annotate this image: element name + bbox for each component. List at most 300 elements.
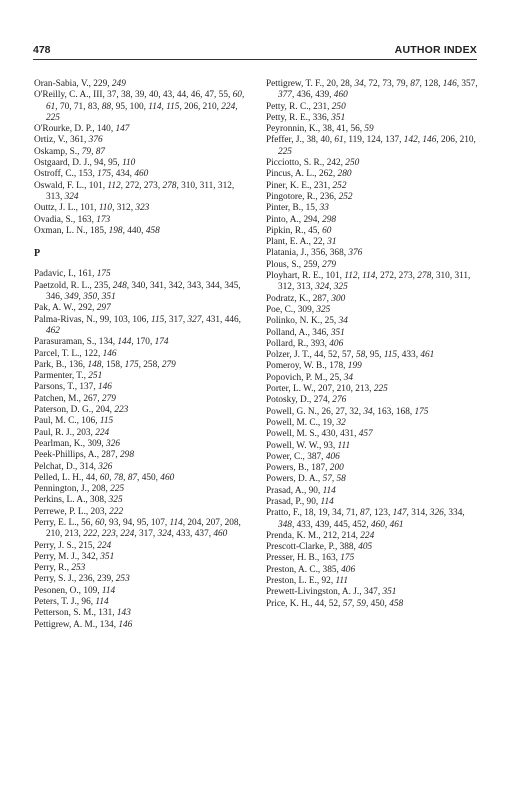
page-ref-italic: 279	[101, 393, 116, 404]
index-entry	[34, 169, 246, 180]
entry-text: Pak, A. W., 292,	[34, 303, 97, 314]
index-entry	[266, 508, 481, 531]
index-entry	[34, 315, 246, 338]
index-entry	[34, 495, 246, 506]
entry-text: Powers, D. A.,	[266, 474, 323, 485]
page-ref-italic: 279	[161, 359, 176, 370]
page-ref-italic: 349, 350, 351	[64, 292, 116, 303]
entry-text: Prasad, A., 90,	[266, 485, 323, 496]
page-ref-italic: 250	[345, 158, 360, 169]
entry-text: , 123,	[369, 508, 393, 519]
entry-text: Paul, M. C., 106,	[34, 416, 100, 427]
index-entry	[34, 181, 246, 204]
entry-text: Park, B., 136,	[34, 359, 88, 370]
entry-text: Pratto, F., 18, 19, 34, 71,	[266, 508, 361, 519]
entry-text: Plant, E. A., 22,	[266, 237, 328, 248]
entry-text: Polinko, N. K., 25,	[266, 316, 339, 327]
page-ref-italic: 300	[331, 293, 346, 304]
entry-text: , 95,	[365, 350, 384, 361]
index-entry	[34, 586, 246, 597]
page-ref-italic: 114	[101, 585, 116, 596]
entry-text: Paul, R. J., 203,	[34, 427, 96, 438]
page-ref-italic: 60, 78, 87	[99, 472, 138, 483]
page-ref-italic: 327	[187, 314, 202, 325]
index-entry	[266, 395, 481, 406]
entry-text: Powell, M. S., 430, 431,	[266, 429, 359, 440]
page-ref-italic: 88	[101, 101, 112, 112]
page-ref-italic: 351	[100, 551, 115, 562]
page-ref-italic: 376	[348, 248, 363, 259]
page-ref-italic: 325	[108, 495, 123, 506]
page-ref-italic: 146	[442, 79, 457, 89]
entry-text: , 72, 73, 79,	[363, 79, 411, 89]
index-entry	[266, 328, 481, 339]
entry-text: Piner, K. E., 231,	[266, 180, 333, 191]
entry-text: Pelled, L. H., 44,	[34, 472, 100, 483]
entry-text: Preston, L. E., 92,	[266, 576, 336, 587]
entry-text: , 128,	[419, 79, 443, 89]
entry-text: Pincus, A. L., 262,	[266, 169, 338, 180]
page-ref-italic: 250	[331, 101, 346, 112]
entry-text: , 357,	[456, 79, 478, 89]
page-ref-italic: 147	[392, 508, 407, 519]
page-ref-italic: 60	[322, 225, 332, 236]
page-ref-italic: 460, 461	[370, 519, 404, 530]
page-ref-italic: 326	[106, 438, 120, 449]
entry-text: Powell, W. W., 93,	[266, 440, 338, 451]
page-ref-italic: 175	[414, 406, 429, 417]
page-ref-italic: 224	[97, 540, 112, 551]
index-entry	[34, 552, 246, 563]
page-ref-italic: 174	[154, 337, 169, 348]
index-entry	[266, 260, 481, 271]
entry-text: Porter, L. W., 207, 210, 213,	[266, 384, 374, 395]
index-entry	[266, 384, 481, 395]
entry-text: Petty, R. E., 336,	[266, 112, 332, 123]
index-entry	[266, 79, 481, 102]
page-ref-italic: 276	[332, 395, 347, 406]
page-ref-italic: 325	[316, 304, 331, 315]
index-entry	[34, 269, 246, 280]
index-entry	[266, 203, 481, 214]
index-entry	[34, 563, 246, 574]
index-entry	[34, 158, 246, 169]
index-entry	[34, 462, 246, 473]
page-ref-italic: 33	[319, 203, 329, 214]
page-ref-italic: 112	[107, 180, 121, 191]
index-entry	[266, 418, 481, 429]
page-ref-italic: 323	[135, 203, 150, 214]
entry-text: , 436, 439,	[291, 90, 334, 101]
index-entry	[34, 79, 246, 90]
index-entry	[266, 576, 481, 587]
entry-text: Ovadia, S., 163,	[34, 214, 97, 225]
page-ref-italic: 326	[98, 461, 113, 472]
index-entry	[266, 361, 481, 372]
entry-text: Peek-Phillips, A., 287,	[34, 450, 121, 461]
index-entry	[34, 473, 246, 484]
page-ref-italic: 59	[364, 124, 374, 135]
entry-text: , 450,	[365, 598, 390, 609]
entry-text: , 163, 168,	[372, 406, 415, 417]
entry-text: Pfeffer, J., 38, 40,	[266, 135, 335, 146]
index-entry	[34, 507, 246, 518]
index-entry	[266, 158, 481, 169]
entry-text: Peyronnin, K., 38, 41, 56,	[266, 124, 365, 135]
page-ref-italic: 34	[363, 406, 373, 417]
page-ref-italic: 222	[109, 506, 124, 517]
entry-text: Perry, M. J., 342,	[34, 551, 101, 562]
index-entry	[34, 371, 246, 382]
page-ref-italic: 200	[329, 463, 344, 474]
index-entry	[34, 608, 246, 619]
index-entry	[34, 405, 246, 416]
page-header	[33, 44, 477, 60]
page-ref-italic: 32	[336, 417, 346, 428]
index-entry	[266, 350, 481, 361]
page-ref-italic: 224, 225	[46, 101, 238, 123]
index-entry	[34, 382, 246, 393]
entries-o-group	[34, 79, 246, 237]
index-entry	[34, 484, 246, 495]
entry-text: Parasuraman, S., 134,	[34, 337, 118, 348]
page-ref-italic: 377	[278, 90, 292, 101]
index-entry	[266, 599, 481, 610]
page-ref-italic: 110	[122, 158, 136, 169]
page-ref-italic: 111	[337, 440, 351, 451]
entry-text: , 434,	[111, 169, 135, 180]
page-ref-italic: 351	[331, 112, 346, 123]
index-entry	[34, 428, 246, 439]
entry-text: Pearlman, K., 309,	[34, 438, 107, 449]
page-ref-italic: 175	[97, 169, 112, 180]
page-ref-italic: 460	[134, 169, 149, 180]
page-ref-italic: 175	[96, 269, 111, 280]
page-ref-italic: 298	[322, 214, 337, 225]
entry-text: , 158,	[101, 359, 125, 370]
entry-text: , 258,	[138, 359, 162, 370]
index-entry	[266, 474, 481, 485]
page-ref-italic: 115	[383, 350, 398, 361]
entry-text: Power, C., 387,	[266, 451, 326, 462]
entry-text: Pinto, A., 294,	[266, 214, 323, 225]
page-ref-italic: 114	[169, 517, 183, 528]
index-column-left	[34, 79, 246, 631]
entry-text: Parcel, T. L., 122,	[34, 348, 103, 359]
entry-text: , 314,	[406, 508, 430, 519]
page-ref-italic: 114	[95, 597, 109, 608]
page-ref-italic: 297	[96, 303, 111, 314]
page-ref-italic: 406	[325, 451, 340, 462]
index-entry	[34, 147, 246, 158]
index-entry	[266, 542, 481, 553]
entry-text: Paetzold, R. L., 235,	[34, 280, 113, 291]
entry-text: Pettigrew, T. F., 20, 28,	[266, 79, 355, 89]
index-entry	[266, 248, 481, 259]
page-ref-italic: 79, 87	[81, 146, 106, 157]
page-ref-italic: 406	[329, 338, 344, 349]
page-ref-italic: 175	[124, 359, 139, 370]
entry-text: , 206, 210,	[436, 135, 476, 146]
page-ref-italic: 87	[360, 508, 370, 519]
entry-text: , 272, 273,	[375, 271, 418, 282]
page-ref-italic: 110	[98, 203, 113, 214]
entry-text: Oswald, F. L., 101,	[34, 180, 108, 191]
entry-text: Pelchat, D., 314,	[34, 461, 99, 472]
page-ref-italic: 173	[96, 214, 111, 225]
entry-text: Perry, R.,	[34, 563, 72, 574]
page-ref-italic: 351	[330, 327, 345, 338]
page-ref-italic: 144	[117, 337, 132, 348]
index-entry	[266, 407, 481, 418]
page-ref-italic: 115	[99, 416, 114, 427]
entry-text: Parsons, T., 137,	[34, 382, 98, 393]
index-entry	[34, 337, 246, 348]
page-ref-italic: 115	[150, 314, 165, 325]
section-letter: P	[34, 248, 41, 260]
entry-text: , 93, 94, 95, 107,	[104, 517, 170, 528]
page-ref-italic: 199	[347, 361, 362, 372]
index-entry	[34, 541, 246, 552]
index-entry	[266, 531, 481, 542]
page-ref-italic: 225	[278, 146, 292, 157]
index-entry	[34, 416, 246, 427]
page-ref-italic: 57, 59	[342, 598, 366, 609]
entry-text: Price, K. H., 44, 52,	[266, 598, 343, 609]
entry-text: Pipkin, R., 45,	[266, 225, 323, 236]
entry-text: Poe, C., 309,	[266, 304, 317, 315]
index-entry	[266, 124, 481, 135]
entry-text: Perry, S. J., 236, 239,	[34, 574, 116, 585]
entry-text: Paterson, D. G., 204,	[34, 405, 115, 416]
index-entry	[34, 203, 246, 214]
entry-text: Plous, S., 259,	[266, 259, 323, 270]
entry-text: Platania, J., 356, 368,	[266, 248, 349, 259]
index-entry	[266, 316, 481, 327]
index-entry	[266, 192, 481, 203]
index-entry	[34, 135, 246, 146]
index-entry	[266, 305, 481, 316]
page-ref-italic: 146	[422, 135, 437, 146]
page-ref-italic: 278	[162, 180, 177, 191]
page-ref-italic: 460	[160, 472, 175, 483]
entry-text: Pollard, R., 393,	[266, 338, 330, 349]
page-ref-italic: 224	[360, 530, 375, 541]
index-entry	[266, 497, 481, 508]
index-entry	[34, 303, 246, 314]
entry-text: Petty, R. C., 231,	[266, 101, 332, 112]
index-entry	[266, 486, 481, 497]
entry-text: Petterson, S. M., 131,	[34, 608, 117, 619]
index-entry	[266, 463, 481, 474]
entry-text: Prescott-Clarke, P., 388,	[266, 542, 359, 553]
index-entry	[34, 518, 246, 541]
entry-text: , 317,	[164, 314, 188, 325]
index-entry	[266, 587, 481, 598]
page-ref-italic: 458	[145, 225, 160, 236]
page-ref-italic: 148	[87, 359, 102, 370]
index-entry	[266, 181, 481, 192]
entry-text: Ortiz, V., 361,	[34, 135, 89, 146]
page-ref-italic: 87	[410, 79, 420, 89]
page-ref-italic: 461	[420, 350, 435, 361]
page-ref-italic: 175	[340, 553, 355, 564]
index-entry	[34, 450, 246, 461]
page-ref-italic: 405	[358, 542, 373, 553]
index-entry	[266, 215, 481, 226]
page-ref-italic: 58	[355, 350, 366, 361]
page-ref-italic: 198	[108, 225, 123, 236]
entry-text: , 170,	[131, 337, 155, 348]
page-ref-italic: 252	[338, 191, 353, 202]
page-ref-italic: 248	[112, 280, 127, 291]
entry-text: Prasad, P., 90,	[266, 496, 321, 507]
page-ref-italic: 252	[332, 180, 347, 191]
header-rule	[33, 59, 477, 60]
entry-text: O'Rourke, D. P., 140,	[34, 124, 116, 135]
page-ref-italic: 253	[115, 574, 130, 585]
entry-text: , 312,	[112, 203, 136, 214]
entry-text: Pettigrew, A. M., 134,	[34, 619, 119, 630]
index-entry	[266, 237, 481, 248]
index-entry	[34, 281, 246, 304]
index-entry	[34, 90, 246, 124]
index-entry	[34, 439, 246, 450]
index-entry	[266, 113, 481, 124]
page-ref-italic: 225	[110, 484, 125, 495]
index-entry	[266, 169, 481, 180]
page-ref-italic: 225	[373, 384, 388, 395]
page-ref-italic: 324	[157, 529, 172, 540]
entry-text: , 70, 71, 83,	[55, 101, 102, 112]
page-ref-italic: 34	[354, 79, 364, 89]
page-ref-italic: 249	[111, 79, 126, 89]
entry-text: , 95, 100,	[111, 101, 149, 112]
page-ref-italic: 324, 325	[315, 282, 348, 293]
entry-text: Perry, J. S., 215,	[34, 540, 98, 551]
entry-text: Powers, B., 187,	[266, 463, 330, 474]
entry-text: Outtz, J. L., 101,	[34, 203, 99, 214]
entry-text: , 317,	[134, 529, 158, 540]
index-entry	[34, 394, 246, 405]
page-ref-italic: 457	[358, 429, 373, 440]
index-entry	[266, 339, 481, 350]
index-entry	[266, 553, 481, 564]
page-ref-italic: 326	[429, 508, 444, 519]
entry-text: Oxman, L. N., 185,	[34, 225, 109, 236]
page-ref-italic: 143	[116, 608, 131, 619]
index-entry	[266, 102, 481, 113]
page-ref-italic: 60	[95, 517, 105, 528]
entry-text: , 206, 210,	[179, 101, 222, 112]
page-ref-italic: 60, 61	[46, 90, 245, 112]
page-ref-italic: 460	[333, 90, 348, 101]
entry-text: Perry, E. L., 56,	[34, 517, 96, 528]
page-ref-italic: 222, 223, 224	[83, 529, 135, 540]
page-ref-italic: 112, 114	[344, 271, 376, 282]
entry-text: , 204, 207, 208, 210, 213,	[46, 517, 241, 540]
page-ref-italic: 251	[88, 371, 103, 382]
page-ref-italic: 223	[114, 405, 129, 416]
entries-p-group	[34, 269, 246, 631]
entry-text: Powell, G. N., 26, 27, 32,	[266, 406, 364, 417]
page-ref-italic: 111	[335, 576, 349, 587]
page-ref-italic: 280	[337, 169, 352, 180]
index-entry	[266, 565, 481, 576]
entry-text: Powell, M. C., 19,	[266, 417, 337, 428]
entry-text: Palma-Rivas, N., 99, 103, 106,	[34, 314, 151, 325]
entry-text: , 440,	[122, 225, 146, 236]
page-ref-italic: 34	[343, 372, 354, 383]
index-entry	[266, 373, 481, 384]
entry-text: Perkins, L. A., 308,	[34, 495, 109, 506]
entry-text: Polland, A., 346,	[266, 327, 331, 338]
entry-text: Popovich, P. M., 25,	[266, 372, 344, 383]
section-title: AUTHOR INDEX	[394, 44, 477, 56]
page-ref-italic: 458	[389, 598, 404, 609]
entry-text: Peters, T. J., 96,	[34, 597, 96, 608]
page-ref-italic: 61	[334, 135, 344, 146]
index-entry	[266, 452, 481, 463]
page-ref-italic: 279	[322, 259, 337, 270]
page-ref-italic: 146	[102, 348, 117, 359]
index-entry	[34, 620, 246, 631]
page-ref-italic: 324	[64, 191, 79, 202]
index-entry	[266, 441, 481, 452]
entry-text: , 433, 439, 445, 452,	[291, 519, 371, 530]
page-ref-italic: 146	[97, 382, 112, 393]
entry-text: Patchen, M., 267,	[34, 393, 102, 404]
entry-text: Picciotto, S. R., 242,	[266, 158, 346, 169]
entry-text: Prewett-Livingston, A. J., 347,	[266, 587, 383, 598]
entry-text: , 433, 437,	[171, 529, 214, 540]
index-entry	[34, 124, 246, 135]
entry-text: Pinter, B., 15,	[266, 203, 320, 214]
entry-text: Podratz, K., 287,	[266, 293, 332, 304]
entry-text: , 334,	[443, 508, 465, 519]
entry-text: , 433,	[397, 350, 421, 361]
index-entry	[34, 226, 246, 237]
entry-text: Perrewe, P. L., 203,	[34, 506, 110, 517]
page-ref-italic: 298	[120, 450, 134, 461]
entry-text: Ostgaard, D. J., 94, 95,	[34, 158, 123, 169]
page-ref-italic: 224	[95, 427, 110, 438]
page-ref-italic: 253	[71, 563, 86, 574]
page-ref-italic: 406	[341, 564, 356, 575]
page-ref-italic: 114	[322, 485, 336, 496]
index-entry	[266, 429, 481, 440]
page-ref-italic: 351	[382, 587, 397, 598]
page-ref-italic: 460	[213, 529, 228, 540]
page-ref-italic: 278	[417, 271, 432, 282]
page-ref-italic: 146	[118, 619, 133, 630]
page-ref-italic: 34	[338, 316, 348, 327]
index-entry	[34, 597, 246, 608]
page-ref-italic: 114, 115	[148, 101, 180, 112]
index-entry	[266, 135, 481, 158]
entry-text: , 310, 311, 312, 313,	[278, 271, 471, 293]
page-ref-italic: 376	[88, 135, 103, 146]
entry-text: Pingotore, R., 236,	[266, 191, 339, 202]
entry-text: Ostroff, C., 153,	[34, 169, 98, 180]
entry-text: Padavic, I., 161,	[34, 269, 97, 280]
entry-text: Potosky, D., 274,	[266, 395, 333, 406]
page-ref-italic: 114	[320, 496, 334, 507]
entry-text: Oran-Sabia, V., 229,	[34, 79, 112, 89]
index-entry	[266, 271, 481, 294]
entry-text: , 119, 124, 137,	[343, 135, 404, 146]
index-entry	[34, 574, 246, 585]
